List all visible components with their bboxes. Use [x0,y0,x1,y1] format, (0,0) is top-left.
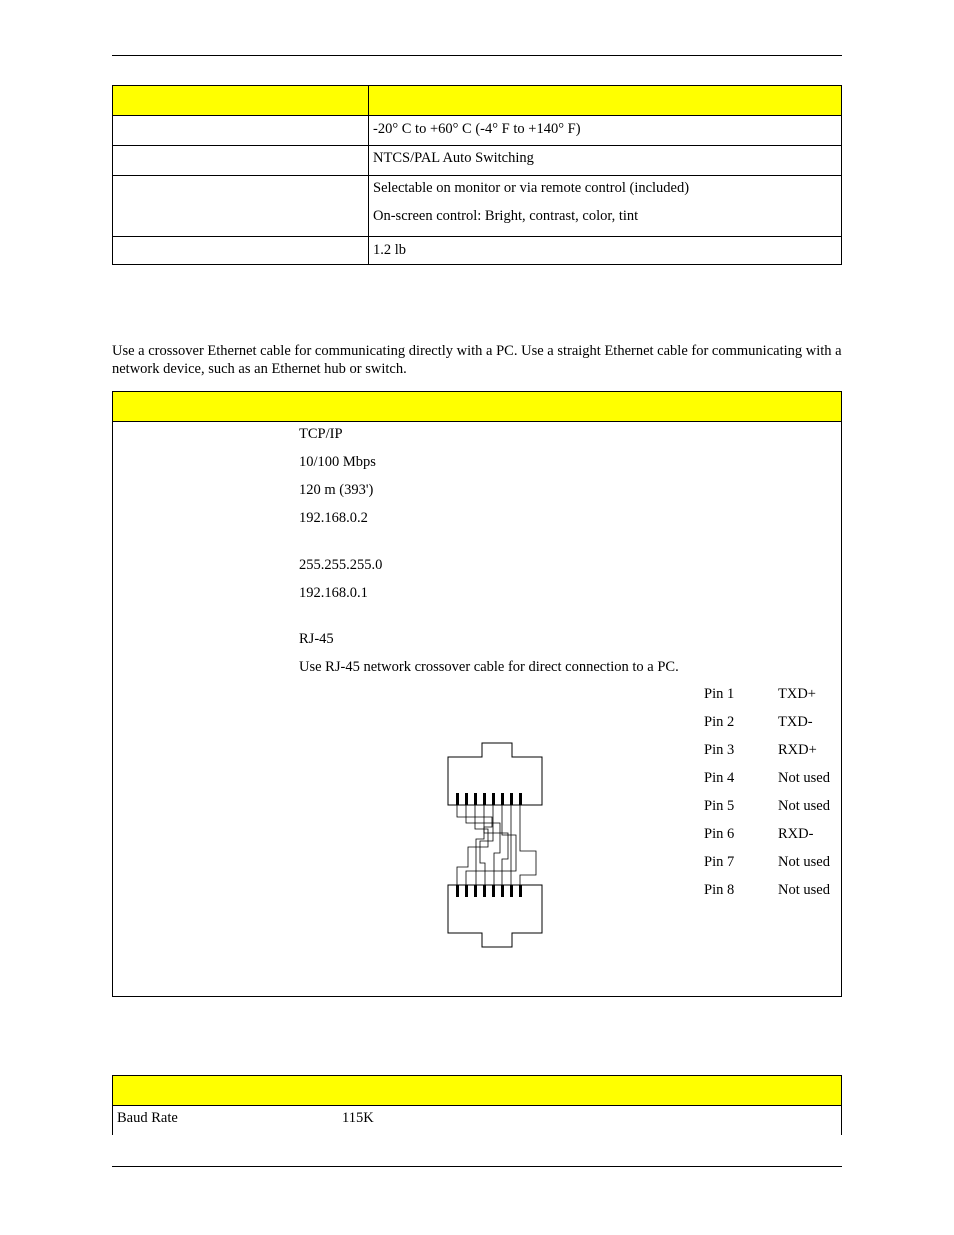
pin-number: Pin 7 [704,854,735,870]
baud-rate-value: 115K [342,1110,374,1126]
pin-function: RXD+ [778,742,817,758]
rj45-crossover-diagram [440,735,550,955]
subnet-mask-value: 255.255.255.0 [299,557,383,573]
pin-row [704,826,844,844]
pin-row [704,714,844,732]
pin-function: RXD- [778,826,814,842]
pin-function: Not used [778,798,830,814]
pin-row [704,742,844,760]
crossover-instructions: Use a crossover Ethernet cable for communicating directly with a PC. Use a straight Ethernet cable for communicating with a network device, such as an Ethernet hub or switch. [112,343,842,377]
crossover-note: Use RJ-45 network crossover cable for direct connection to a PC. [299,659,679,675]
pin-function: TXD- [778,714,813,730]
pin-row [704,882,844,900]
pin-row [704,686,844,704]
header-rule [112,55,842,56]
pin-row [704,854,844,872]
pin-number: Pin 2 [704,714,735,730]
pin-function: Not used [778,770,830,786]
gateway-value: 192.168.0.1 [299,585,368,601]
pin-number: Pin 5 [704,798,735,814]
cable-length-value: 120 m (393') [299,482,374,498]
operating-temperature-value: -20° C to +60° C (-4° F to +140° F) [373,121,581,137]
footer-rule [112,1166,842,1167]
video-system-value: NTCS/PAL Auto Switching [373,150,534,166]
specs-table-header [113,86,841,116]
connector-value: RJ-45 [299,631,334,647]
onscreen-controls-value: On-screen control: Bright, contrast, color, tint [373,208,639,224]
speed-value: 10/100 Mbps [299,454,376,470]
controls-value: Selectable on monitor or via remote control (included) [373,180,690,196]
page-bottom-mask [100,1135,860,1166]
ethernet-table-header [113,392,841,422]
serial-table-header [113,1076,841,1106]
baud-rate-label: Baud Rate [117,1110,178,1126]
pin-function: Not used [778,882,830,898]
pin-number: Pin 3 [704,742,735,758]
pin-number: Pin 1 [704,686,735,702]
pin-number: Pin 8 [704,882,735,898]
pin-function: Not used [778,854,830,870]
weight-value: 1.2 lb [373,242,407,258]
protocol-value: TCP/IP [299,426,343,442]
pin-function: TXD+ [778,686,816,702]
pin-row [704,798,844,816]
pin-number: Pin 6 [704,826,735,842]
specs-table [112,85,842,265]
ip-address-value: 192.168.0.2 [299,510,368,526]
pin-row [704,770,844,788]
pin-number: Pin 4 [704,770,735,786]
